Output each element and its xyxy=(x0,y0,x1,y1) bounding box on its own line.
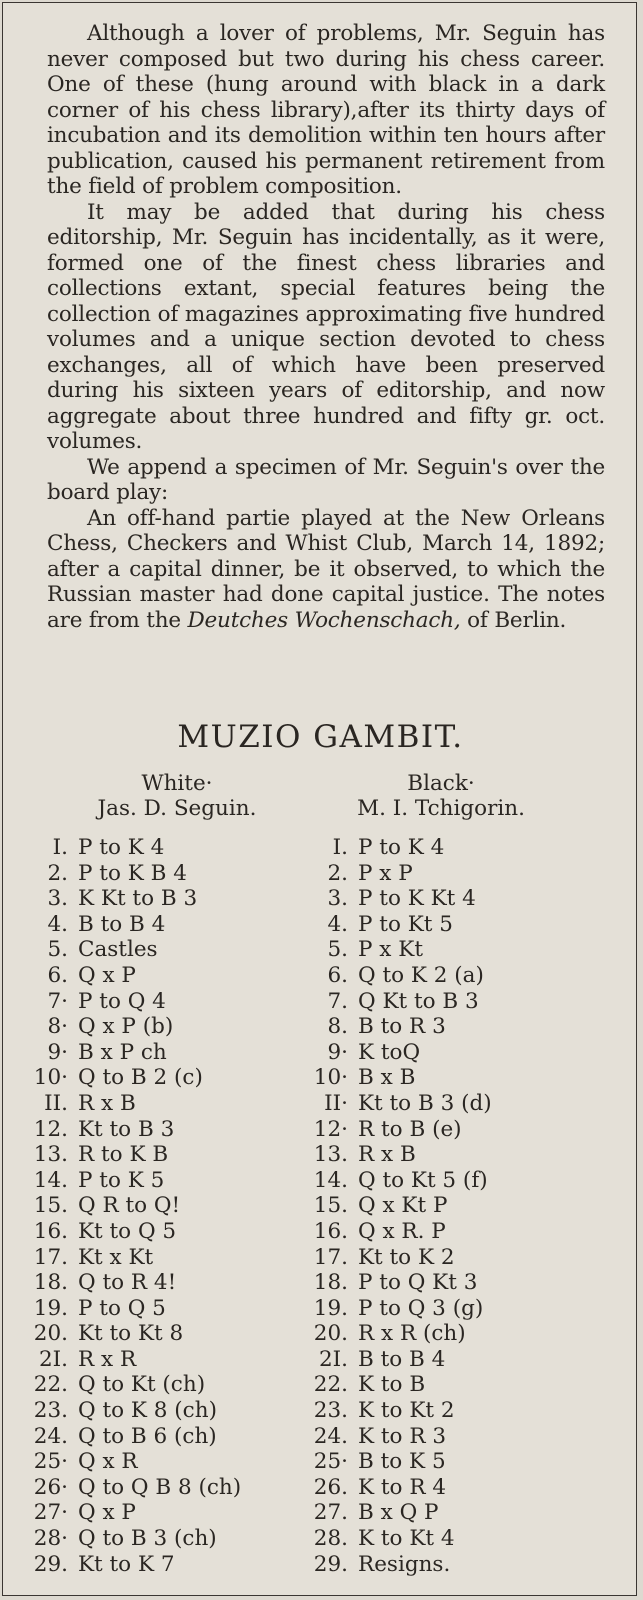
move-text: B x P ch xyxy=(78,1039,167,1065)
move-text: Kt to Q 5 xyxy=(78,1218,177,1244)
paragraph-game-intro xyxy=(47,506,605,634)
move-number: 16. xyxy=(33,1218,68,1244)
move-text: P to K 5 xyxy=(78,1167,165,1193)
move-number: 17. xyxy=(313,1244,348,1270)
book-page xyxy=(2,2,637,1596)
move-number: 5. xyxy=(47,937,68,963)
move-text: Q x P (b) xyxy=(78,1014,174,1040)
move-number: 27. xyxy=(313,1500,348,1526)
move-number: 24. xyxy=(33,1423,68,1449)
black-move xyxy=(303,937,492,963)
move-text: Q x Kt P xyxy=(358,1193,448,1219)
move-number: 6. xyxy=(327,962,348,988)
black-move xyxy=(303,1142,492,1168)
white-move xyxy=(23,1500,241,1526)
move-text: P to Q Kt 3 xyxy=(358,1270,478,1296)
move-number: 4. xyxy=(47,911,68,937)
move-number: 9· xyxy=(327,1039,348,1065)
white-move xyxy=(23,1321,241,1347)
move-text: B to B 4 xyxy=(78,911,166,937)
black-move xyxy=(303,1424,492,1450)
move-number: 3. xyxy=(327,886,348,912)
move-number: 20. xyxy=(33,1321,68,1347)
move-number: 25· xyxy=(33,1449,68,1475)
move-number: 5. xyxy=(327,937,348,963)
white-move xyxy=(23,1117,241,1143)
move-text: P to Q 4 xyxy=(78,988,166,1014)
move-text: R x R xyxy=(78,1346,137,1372)
black-move xyxy=(303,1475,492,1501)
move-number: 7. xyxy=(327,988,348,1014)
move-text: Kt to Kt 8 xyxy=(78,1321,184,1347)
white-move xyxy=(23,1372,241,1398)
white-move xyxy=(23,1219,241,1245)
move-text: Kt to K 2 xyxy=(358,1244,455,1270)
move-text: Resigns. xyxy=(358,1551,451,1577)
black-move xyxy=(303,886,492,912)
move-number: 4. xyxy=(327,911,348,937)
black-move xyxy=(303,1117,492,1143)
move-number: 23. xyxy=(33,1398,68,1424)
move-number: 15. xyxy=(33,1193,68,1219)
move-text: Kt x Kt xyxy=(78,1244,154,1270)
move-number: 8· xyxy=(47,1014,68,1040)
move-number: 29. xyxy=(313,1551,348,1577)
move-number: 18. xyxy=(33,1270,68,1296)
move-text: Kt to B 3 xyxy=(78,1116,175,1142)
move-number: 2. xyxy=(47,860,68,886)
move-number: 17. xyxy=(33,1244,68,1270)
black-move xyxy=(303,835,492,861)
white-move xyxy=(23,1270,241,1296)
move-number: 13. xyxy=(313,1142,348,1168)
white-move xyxy=(23,1424,241,1450)
black-move xyxy=(303,989,492,1015)
move-text: R to K B xyxy=(78,1142,169,1168)
move-number: 20. xyxy=(313,1321,348,1347)
move-text: Castles xyxy=(78,937,158,963)
white-move xyxy=(23,1091,241,1117)
white-move xyxy=(23,1296,241,1322)
move-number: 13. xyxy=(33,1142,68,1168)
black-move xyxy=(303,1193,492,1219)
move-text: B to K 5 xyxy=(358,1449,446,1475)
source-title: Deutches Wochenschach, xyxy=(187,607,461,633)
move-number: 28· xyxy=(33,1526,68,1552)
move-number: 25· xyxy=(313,1449,348,1475)
move-text: Q Kt to B 3 xyxy=(358,988,479,1014)
white-move xyxy=(23,1168,241,1194)
game-title: MUZIO GAMBIT. xyxy=(177,719,464,755)
move-number: 27· xyxy=(33,1500,68,1526)
white-move xyxy=(23,1347,241,1373)
move-text: Kt to K 7 xyxy=(78,1551,175,1577)
move-number: I. xyxy=(52,835,68,860)
move-text: P to K B 4 xyxy=(78,860,187,886)
move-text: Q to K 2 (a) xyxy=(358,962,484,988)
move-text: K to Kt 2 xyxy=(358,1398,455,1424)
move-text: Q to Q B 8 (ch) xyxy=(78,1474,242,1500)
black-move xyxy=(303,1449,492,1475)
move-number: 24. xyxy=(313,1423,348,1449)
black-move xyxy=(303,1347,492,1373)
white-move xyxy=(23,1475,241,1501)
black-move xyxy=(303,1321,492,1347)
move-text: Q to B 2 (c) xyxy=(78,1065,203,1091)
move-text: P x P xyxy=(358,860,413,886)
move-text: K to R 4 xyxy=(358,1474,447,1500)
move-number: 6. xyxy=(47,962,68,988)
black-move xyxy=(303,1014,492,1040)
black-heading xyxy=(331,771,551,821)
black-move xyxy=(303,1091,492,1117)
black-move xyxy=(303,1040,492,1066)
move-number: 9· xyxy=(47,1039,68,1065)
move-text: R x B xyxy=(78,1090,136,1116)
move-text: Kt to B 3 (d) xyxy=(358,1090,492,1116)
move-text: K to R 3 xyxy=(358,1423,447,1449)
move-number: 14. xyxy=(33,1167,68,1193)
move-text: Q x R. P xyxy=(358,1218,446,1244)
black-move xyxy=(303,1270,492,1296)
move-text: Q to Kt 5 (f) xyxy=(358,1167,488,1193)
move-number: 8. xyxy=(327,1014,348,1040)
move-text: K to B xyxy=(358,1372,426,1398)
white-move xyxy=(23,1193,241,1219)
move-text: Q to K 8 (ch) xyxy=(78,1398,217,1424)
move-number: 22. xyxy=(313,1372,348,1398)
black-move xyxy=(303,861,492,887)
move-text: Q to R 4! xyxy=(78,1270,177,1296)
move-text: B to R 3 xyxy=(358,1014,446,1040)
article-text xyxy=(47,21,605,633)
white-move xyxy=(23,1014,241,1040)
move-text: Q x R xyxy=(78,1449,138,1475)
white-move xyxy=(23,835,241,861)
move-text: Q x P xyxy=(78,1500,136,1526)
move-text: P to K 4 xyxy=(78,835,165,860)
move-text: P to K Kt 4 xyxy=(358,886,476,912)
move-text: P to Q 5 xyxy=(78,1295,166,1321)
move-text: K to Kt 4 xyxy=(358,1526,455,1552)
move-number: 22. xyxy=(33,1372,68,1398)
black-move xyxy=(303,1372,492,1398)
white-move xyxy=(23,1245,241,1271)
move-number: I. xyxy=(332,835,348,860)
move-text: Q to Kt (ch) xyxy=(78,1372,206,1398)
move-text: B to B 4 xyxy=(358,1346,446,1372)
move-number: 19. xyxy=(313,1295,348,1321)
white-label: White· xyxy=(141,771,213,796)
move-number: 18. xyxy=(313,1270,348,1296)
move-number: 3. xyxy=(47,886,68,912)
move-text: Q R to Q! xyxy=(78,1193,181,1219)
move-number: 2I. xyxy=(38,1346,68,1372)
paragraph-specimen: We append a specimen of Mr. Seguin's over the board play: xyxy=(47,454,605,505)
move-number: 19. xyxy=(33,1295,68,1321)
move-number: 2. xyxy=(327,860,348,886)
white-move xyxy=(23,1040,241,1066)
white-move xyxy=(23,1449,241,1475)
black-move xyxy=(303,1245,492,1271)
white-move xyxy=(23,937,241,963)
move-text: B x Q P xyxy=(358,1500,439,1526)
black-label: Black· xyxy=(407,771,475,796)
white-move xyxy=(23,1552,241,1578)
move-number: 12· xyxy=(313,1116,348,1142)
move-text: Q x P xyxy=(78,962,136,988)
move-number: 15. xyxy=(313,1193,348,1219)
black-move xyxy=(303,1552,492,1578)
move-number: 12. xyxy=(33,1116,68,1142)
white-heading xyxy=(67,771,287,821)
move-text: R to B (e) xyxy=(358,1116,462,1142)
black-move xyxy=(303,963,492,989)
move-number: II· xyxy=(324,1090,348,1116)
black-move xyxy=(303,912,492,938)
white-moves-list xyxy=(23,835,241,1577)
move-number: 7· xyxy=(47,988,68,1014)
move-number: 2I. xyxy=(318,1346,348,1372)
move-number: 28. xyxy=(313,1526,348,1552)
move-text: K toQ xyxy=(358,1039,421,1065)
black-move xyxy=(303,1065,492,1091)
move-number: II. xyxy=(44,1090,68,1116)
move-number: 14. xyxy=(313,1167,348,1193)
white-move xyxy=(23,912,241,938)
move-text: P to K 4 xyxy=(358,835,445,860)
white-move xyxy=(23,989,241,1015)
paragraph-library: It may be added that during his chess editorship, Mr. Seguin has incidentally, as it were, formed one of the finest chess libraries and collections extant, special features being the collection of magazines approximating five hundred volumes and a unique section devoted to chess exchanges, all of which have been preserved during his sixteen years of editorship, and now aggregate about three hundred and fifty gr. oct. volumes. xyxy=(47,199,605,454)
black-move xyxy=(303,1526,492,1552)
move-number: 10· xyxy=(313,1065,348,1091)
white-move xyxy=(23,1526,241,1552)
white-move xyxy=(23,963,241,989)
move-number: 29. xyxy=(33,1551,68,1577)
black-move xyxy=(303,1398,492,1424)
move-text: R x B xyxy=(358,1142,416,1168)
move-text: B x B xyxy=(358,1065,416,1091)
paragraph-problems: Although a lover of problems, Mr. Seguin has never composed but two during his chess career. One of these (hung around with black in a dark corner of his chess library),after its thirty days of incubation and its demolition within ten hours after publication, caused his permanent retirement from the field of problem composition. xyxy=(47,21,605,199)
white-move xyxy=(23,861,241,887)
white-move xyxy=(23,1398,241,1424)
white-player: Jas. D. Seguin. xyxy=(97,796,257,821)
move-number: 26· xyxy=(33,1474,68,1500)
move-text: K Kt to B 3 xyxy=(78,886,198,912)
move-text: P to Q 3 (g) xyxy=(358,1295,484,1321)
move-number: 10· xyxy=(33,1065,68,1091)
black-moves-list xyxy=(303,835,492,1577)
intro-text: An off-hand partie played at the New Orleans Chess, Checkers and Whist Club, March 14, 1892; after a capital dinner, be it observed, to which the Russian master had done capital justice. The notes are from the xyxy=(47,505,605,633)
black-move xyxy=(303,1168,492,1194)
white-move xyxy=(23,1065,241,1091)
white-move xyxy=(23,886,241,912)
intro-text-end: of Berlin. xyxy=(460,607,567,633)
move-number: 26. xyxy=(313,1474,348,1500)
move-text: Q to B 6 (ch) xyxy=(78,1423,217,1449)
move-text: Q to B 3 (ch) xyxy=(78,1526,217,1552)
move-text: R x R (ch) xyxy=(358,1321,466,1347)
black-move xyxy=(303,1219,492,1245)
black-player: M. I. Tchigorin. xyxy=(357,796,525,821)
move-text: P to Kt 5 xyxy=(358,911,453,937)
black-move xyxy=(303,1296,492,1322)
black-move xyxy=(303,1500,492,1526)
move-text: P x Kt xyxy=(358,937,423,963)
move-number: 23. xyxy=(313,1398,348,1424)
white-move xyxy=(23,1142,241,1168)
move-number: 16. xyxy=(313,1218,348,1244)
